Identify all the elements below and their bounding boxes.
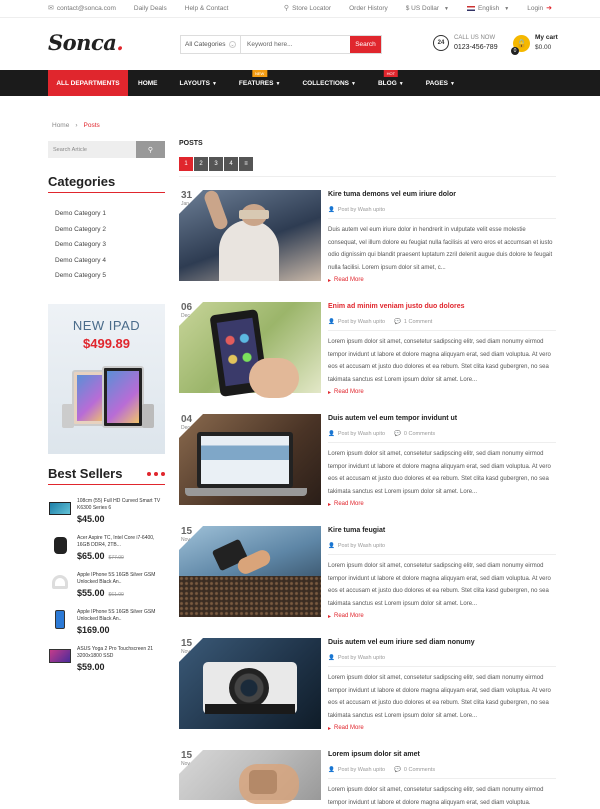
- caret-down-icon: ▼: [443, 5, 449, 12]
- post-title[interactable]: Duis autem vel eum iriure sed diam nonumy: [328, 639, 475, 646]
- promo-title: NEW IPAD: [72, 318, 141, 333]
- new-tag: NEW: [252, 70, 267, 77]
- blog-post: [179, 638, 556, 730]
- call-us: 24 CALL US NOW 0123-456-789: [433, 34, 498, 52]
- product-item[interactable]: Apple IPhone 5S 16GB Silver GSM Unlocked Black An.. $169.00: [48, 609, 165, 646]
- article-search-button[interactable]: [136, 141, 165, 158]
- search-bar: [180, 35, 382, 54]
- post-meta: 👤 Post by Wash upito: [328, 655, 386, 661]
- arrow-right-icon: ▸: [328, 502, 332, 508]
- post-title[interactable]: Kire tuma feugiat: [328, 527, 386, 534]
- posts-heading: POSTS: [179, 140, 203, 147]
- caret-down-icon: ▼: [351, 80, 356, 87]
- nav-collections[interactable]: COLLECTIONS ▼: [302, 79, 356, 87]
- comment-icon: 💬: [394, 319, 401, 325]
- post-excerpt: Lorem ipsum dolor sit amet, consetetur sadipscing elitr, sed diam nonumy eirmod tempor invidunt ut labore et dolore magna aliquyam erat, sed diam voluptua. At vero eos et accusam et justo duo dolores et ea rebum. Stet clita kasd gubergren, no sea takimata sanctus est Lorem ipsum dolor sit amet. Lore...: [328, 451, 551, 495]
- user-icon: 👤: [328, 431, 335, 437]
- caret-down-icon: ▼: [450, 80, 455, 87]
- nav-home[interactable]: HOME: [138, 79, 158, 87]
- breadcrumb-home[interactable]: Home: [52, 122, 70, 129]
- product-item[interactable]: Apple IPhone 5S 16GB Silver GSM Unlocked Black An.. $55.00 $61.00: [48, 572, 165, 609]
- main-nav: [0, 70, 600, 96]
- phone-thumbnail: [48, 609, 72, 629]
- blog-post: [179, 750, 556, 806]
- user-icon: 👤: [328, 319, 335, 325]
- store-locator-link[interactable]: ⚲ Store Locator: [283, 5, 332, 12]
- product-item[interactable]: ASUS Yoga 2 Pro Touchscreen 21 3200x1800 SSD $59.00: [48, 646, 165, 683]
- nav-pages[interactable]: PAGES ▼: [425, 79, 455, 87]
- post-image[interactable]: [179, 750, 321, 800]
- arrow-right-icon: ▸: [328, 726, 332, 732]
- category-list: [55, 210, 106, 288]
- headphones-thumbnail: [48, 572, 72, 592]
- divider: [328, 554, 556, 555]
- page-1-button[interactable]: 1: [179, 157, 193, 171]
- post-meta: 👤 Post by Wash upito: [328, 207, 386, 213]
- search-category-select[interactable]: All Categories ⌄: [181, 36, 241, 53]
- category-link[interactable]: Demo Category 3: [55, 241, 106, 248]
- comment-icon: 💬: [394, 767, 401, 773]
- product-item[interactable]: Acer Aspire TC, Intel Core i7-6400, 16GB DDR4, 2TB... $65.00 $77.00: [48, 535, 165, 572]
- post-excerpt: Lorem ipsum dolor sit amet, consetetur sadipscing elitr, sed diam nonumy eirmod tempor invidunt ut labore et dolore magna aliquyam erat, sed diam voluptua. At vero eos et accusam et justo duo dolores et ea rebum. Stet clita kasd gubergren, no sea takimata sanctus est Lorem ipsum dolor sit amet. Lore...: [328, 339, 551, 383]
- post-date: 15 Nov: [181, 526, 193, 543]
- nav-layouts[interactable]: LAYOUTS ▼: [179, 79, 217, 87]
- hot-tag: HOT: [384, 70, 398, 77]
- user-icon: 👤: [328, 767, 335, 773]
- divider: [328, 330, 556, 331]
- top-bar: [0, 0, 600, 18]
- category-link[interactable]: Demo Category 4: [55, 256, 106, 264]
- help-contact-link[interactable]: Help & Contact: [184, 5, 229, 12]
- caret-down-icon: ▼: [504, 5, 510, 12]
- blog-post: [179, 414, 556, 506]
- login-link[interactable]: Login ➜: [527, 5, 552, 12]
- blog-post: [179, 526, 556, 618]
- article-search-input[interactable]: [48, 141, 136, 158]
- all-departments-button[interactable]: ALL DEPARTMENTS: [48, 70, 128, 96]
- location-pin-icon: ⚲: [283, 5, 290, 12]
- post-excerpt: Lorem ipsum dolor sit amet, consetetur sadipscing elitr, sed diam nonumy eirmod tempor invidunt ut labore et dolore magna aliquyam erat, sed diam voluptua. At vero eos et accusam et justo duo dolores et ea rebum. Stet clita kasd gubergren, no sea takimata sanctus est Lorem ipsum dolor sit amet. Lore...: [328, 675, 551, 719]
- post-excerpt: Lorem ipsum dolor sit amet, consetetur sadipscing elitr, sed diam nonumy eirmod tempor invidunt ut labore et dolore magna aliquyam erat, sed diam voluptua. At vero eos et accusam et justo duo dolores et ea rebum. Stet clita kasd gubergren, no sea takimata sanctus est Lorem ipsum dolor sit amet. Lore...: [328, 563, 551, 607]
- arrow-right-icon: ▸: [328, 614, 332, 620]
- post-date: 31 Jan: [181, 190, 193, 207]
- best-sellers-list: [48, 498, 165, 683]
- phone-24-icon: 24: [433, 35, 449, 51]
- best-sellers-header: Best Sellers: [48, 466, 165, 485]
- nav-features[interactable]: NEW FEATURES ▼: [238, 70, 281, 87]
- menu-icon: ≡: [239, 157, 253, 171]
- post-excerpt: Lorem ipsum dolor sit amet, consetetur sadipscing elitr, sed diam nonumy eirmod tempor invidunt ut labore et dolore magna aliquyam erat, sed diam voluptua.: [328, 787, 544, 806]
- page-2-button[interactable]: 2: [194, 157, 208, 171]
- watch-thumbnail: [48, 535, 72, 555]
- divider: [328, 778, 556, 779]
- post-date: 04 Dec: [181, 414, 193, 431]
- user-icon: 👤: [328, 655, 335, 661]
- chevron-down-icon: ⌄: [230, 41, 235, 48]
- language-select[interactable]: English ▼: [467, 5, 509, 12]
- article-search: [48, 141, 165, 158]
- currency-select[interactable]: $ US Dollar ▼: [405, 5, 449, 12]
- post-meta: 👤 Post by Wash upito: [328, 543, 386, 549]
- divider: [328, 666, 556, 667]
- post-meta: 👤 Post by Wash upito 💬 0 Comments: [328, 431, 436, 437]
- post-meta: 👤 Post by Wash upito 💬 1 Comment: [328, 319, 433, 325]
- user-icon: 👤: [328, 207, 335, 213]
- blog-post: [179, 302, 556, 394]
- caret-down-icon: ▼: [398, 80, 404, 87]
- breadcrumb-current: Posts: [83, 122, 100, 129]
- cart-count-badge: 0: [511, 47, 519, 55]
- category-link[interactable]: Demo Category 5: [55, 272, 106, 279]
- post-meta: 👤 Post by Wash upito 💬 0 Comments: [328, 767, 436, 773]
- read-more-link[interactable]: ▸ Read More: [328, 501, 364, 508]
- post-excerpt: Duis autem vel eum iriure dolor in hendrerit in vulputate velit esse molestie consequat, vel illum dolore eu feugiat nulla facilisis at vero eros et accumsan et iusto odio dignissim qui blandit praesent luptatum zzril delenit augue duis dolore te feugait nulla facilisi. Lorem ipsum dolor sit amet, c...: [328, 227, 553, 271]
- product-item[interactable]: 108cm (55) Full HD Curved Smart TV K6300 Series 6 $45.00: [48, 498, 165, 535]
- categories-title: Categories: [48, 174, 165, 193]
- category-link[interactable]: Demo Category 2: [55, 225, 106, 233]
- post-date: 06 Dec: [181, 302, 193, 319]
- blog-post: [179, 190, 556, 282]
- cart-bag-icon: 🔒 0: [513, 35, 530, 52]
- logo[interactable]: Sonca.: [48, 30, 124, 55]
- ipad-promo-banner[interactable]: [48, 304, 165, 454]
- post-image[interactable]: [179, 190, 321, 281]
- caret-down-icon: ▼: [275, 80, 281, 87]
- contact-email[interactable]: ✉ contact@sonca.com: [48, 5, 116, 12]
- post-title[interactable]: Enim ad minim veniam justo duo dolores: [328, 303, 465, 310]
- search-input[interactable]: [241, 36, 350, 53]
- post-title[interactable]: Duis autem vel eum tempor invidunt ut: [328, 415, 458, 422]
- daily-deals-link[interactable]: Daily Deals: [133, 5, 167, 12]
- post-date: 15 Nov: [181, 750, 193, 767]
- divider: [328, 218, 556, 219]
- arrow-right-icon: ▸: [328, 278, 332, 284]
- phone-image: [142, 404, 154, 428]
- post-title[interactable]: Kire tuma demons vel eum iriure dolor: [328, 191, 456, 198]
- read-more-link[interactable]: ▸ Read More: [328, 277, 364, 284]
- post-image[interactable]: [179, 638, 321, 729]
- tablet-image: [102, 366, 144, 428]
- search-icon: ⚲: [147, 146, 154, 154]
- post-image[interactable]: [179, 526, 321, 617]
- category-link[interactable]: Demo Category 1: [55, 210, 106, 217]
- post-image[interactable]: [179, 414, 321, 505]
- order-history-link[interactable]: Order History: [349, 5, 388, 12]
- laptop-thumbnail: [48, 646, 72, 666]
- tv-thumbnail: [48, 498, 72, 518]
- read-more-link[interactable]: ▸ Read More: [328, 725, 364, 732]
- search-button[interactable]: Search: [350, 36, 381, 53]
- login-icon: ➜: [546, 5, 552, 12]
- page-4-button[interactable]: 4: [224, 157, 238, 171]
- post-date: 15 Nov: [181, 638, 193, 655]
- promo-price: $499.89: [83, 336, 130, 351]
- post-image[interactable]: [179, 302, 321, 393]
- page-3-button[interactable]: 3: [209, 157, 223, 171]
- user-icon: 👤: [328, 543, 335, 549]
- divider: [328, 442, 556, 443]
- read-more-link[interactable]: ▸ Read More: [328, 389, 364, 396]
- phone-image: [62, 404, 74, 428]
- breadcrumb-separator: ›: [75, 122, 78, 129]
- caret-down-icon: ▼: [211, 80, 217, 87]
- breadcrumb: [52, 122, 100, 129]
- cart[interactable]: 🔒 0 My cart $0.00: [513, 33, 558, 53]
- comment-icon: 💬: [394, 431, 401, 437]
- pagination: [179, 157, 253, 171]
- nav-blog[interactable]: HOT BLOG ▼: [377, 70, 404, 87]
- read-more-link[interactable]: ▸ Read More: [328, 613, 364, 620]
- list-view-button[interactable]: [239, 157, 253, 171]
- flag-icon: [467, 6, 475, 11]
- divider: [179, 176, 556, 177]
- carousel-dots[interactable]: [147, 472, 165, 476]
- post-title[interactable]: Lorem ipsum dolor sit amet: [328, 751, 420, 758]
- header: [0, 18, 600, 70]
- mail-icon: ✉: [48, 5, 54, 12]
- arrow-right-icon: ▸: [328, 390, 332, 396]
